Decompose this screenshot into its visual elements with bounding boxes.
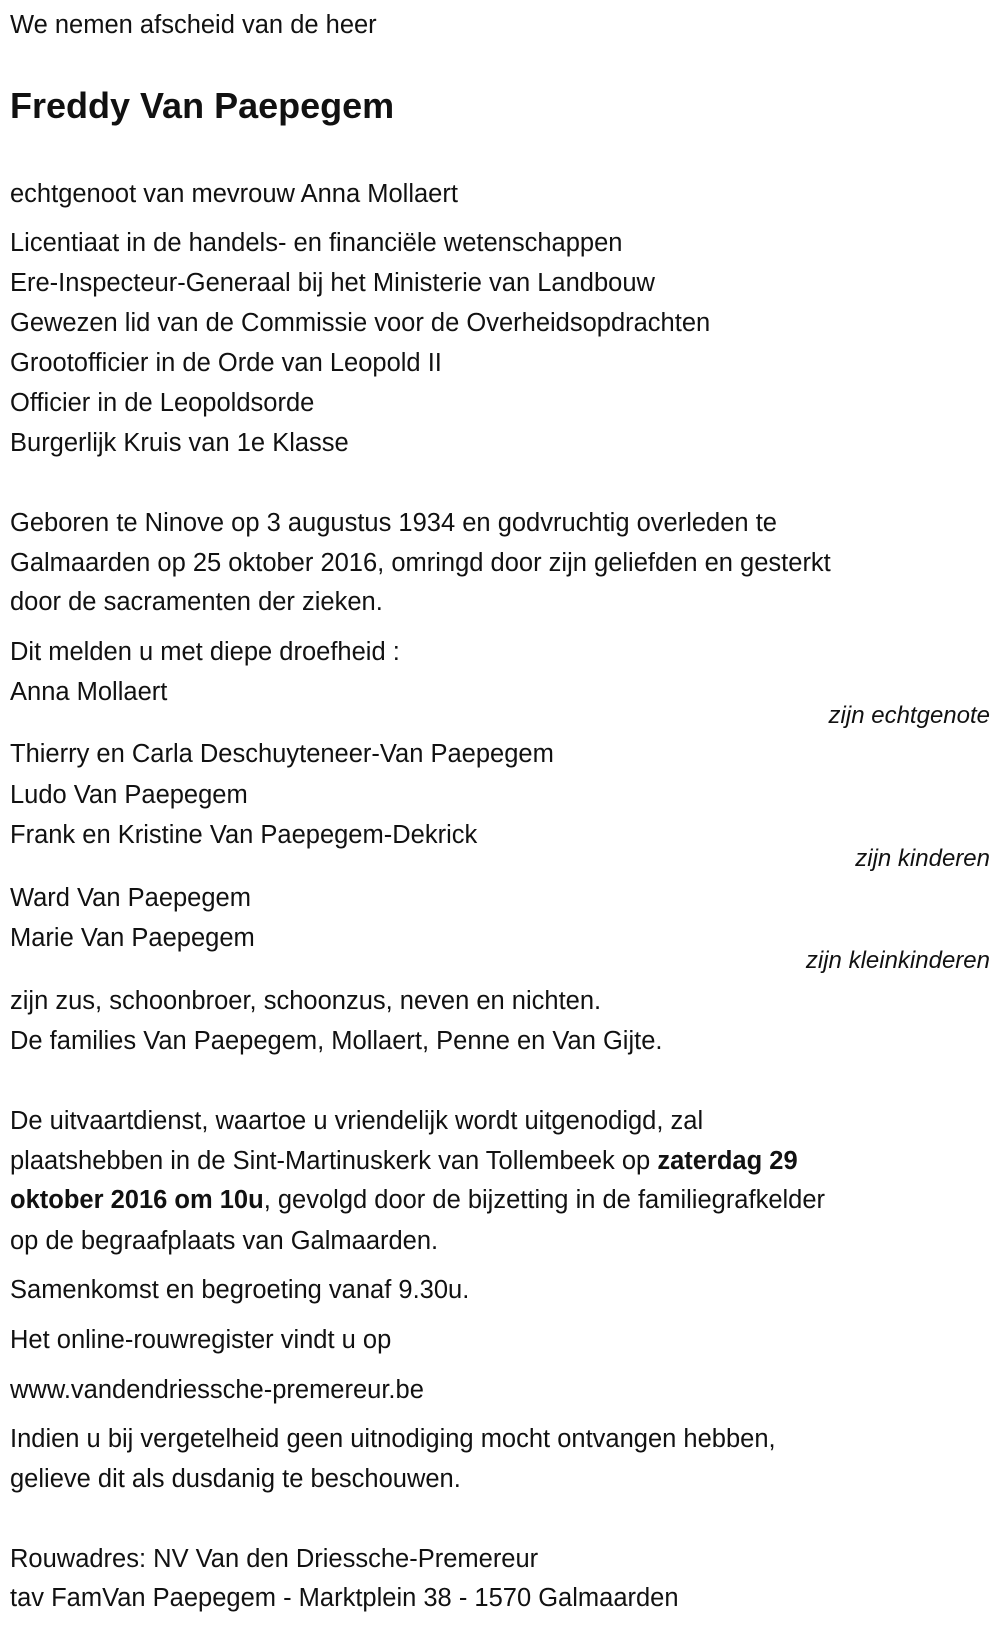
register-text: Het online-rouwregister vindt u op	[10, 1326, 392, 1354]
service-date: zaterdag 29	[657, 1147, 798, 1175]
register-link[interactable]: www.vandendriessche-premereur.be	[10, 1376, 424, 1404]
title-line: Grootofficier in de Orde van Leopold II	[10, 349, 442, 377]
title-line: Licentiaat in de handels- en financiële wetenschappen	[10, 229, 623, 257]
notice-line: gelieve dit als dusdanig te beschouwen.	[10, 1465, 461, 1493]
intro-text: We nemen afscheid van de heer	[10, 11, 377, 39]
title-line: Officier in de Leopoldsorde	[10, 389, 315, 417]
family-member: Ward Van Paepegem	[10, 884, 251, 912]
family-member: Anna Mollaert	[10, 678, 168, 706]
service-text: , gevolgd door de bijzetting in de familiegrafkelder	[263, 1186, 826, 1214]
family-role: zijn echtgenote	[828, 702, 990, 729]
address-line: Rouwadres: NV Van den Driessche-Premereur	[10, 1545, 539, 1573]
service-text: plaatshebben in de Sint-Martinuskerk van Tollembeek op	[10, 1147, 658, 1175]
title-line: Ere-Inspecteur-Generaal bij het Ministerie van Landbouw	[10, 269, 655, 297]
spouse-line: echtgenoot van mevrouw Anna Mollaert	[10, 180, 458, 208]
birth-line: door de sacramenten der zieken.	[10, 588, 383, 616]
family-role: zijn kleinkinderen	[805, 947, 990, 974]
family-member: Thierry en Carla Deschuyteneer-Van Paepegem	[10, 740, 554, 768]
family-member: Ludo Van Paepegem	[10, 781, 248, 809]
service-line: op de begraafplaats van Galmaarden.	[10, 1227, 439, 1255]
service-date: oktober 2016 om 10u	[10, 1186, 264, 1214]
deceased-name: Freddy Van Paepegem	[10, 85, 395, 126]
announce-text: Dit melden u met diepe droefheid :	[10, 638, 400, 666]
family-others: De families Van Paepegem, Mollaert, Penne en Van Gijte.	[10, 1027, 663, 1055]
family-member: Marie Van Paepegem	[10, 924, 255, 952]
address-line: tav FamVan Paepegem - Marktplein 38 - 1570 Galmaarden	[10, 1584, 679, 1612]
birth-line: Galmaarden op 25 oktober 2016, omringd door zijn geliefden en gesterkt	[10, 549, 831, 577]
title-line: Gewezen lid van de Commissie voor de Overheidsopdrachten	[10, 309, 711, 337]
title-line: Burgerlijk Kruis van 1e Klasse	[10, 429, 349, 457]
birth-line: Geboren te Ninove op 3 augustus 1934 en godvruchtig overleden te	[10, 509, 777, 537]
family-member: Frank en Kristine Van Paepegem-Dekrick	[10, 821, 478, 849]
gathering-text: Samenkomst en begroeting vanaf 9.30u.	[10, 1276, 470, 1304]
notice-line: Indien u bij vergetelheid geen uitnodiging mocht ontvangen hebben,	[10, 1425, 776, 1453]
service-line	[10, 1180, 825, 1220]
service-line: De uitvaartdienst, waartoe u vriendelijk wordt uitgenodigd, zal	[10, 1107, 704, 1135]
service-line	[10, 1141, 798, 1181]
family-role: zijn kinderen	[855, 845, 990, 872]
family-others: zijn zus, schoonbroer, schoonzus, neven en nichten.	[10, 987, 602, 1015]
